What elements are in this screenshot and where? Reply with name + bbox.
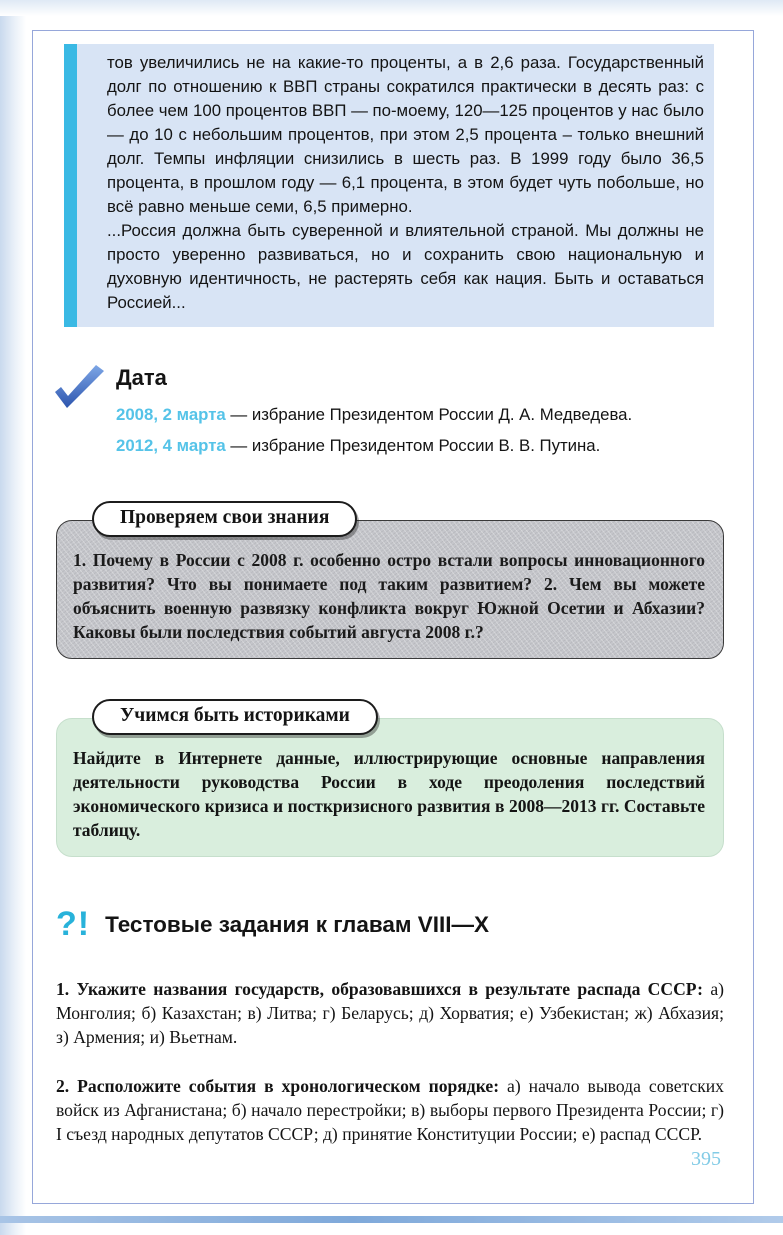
- question-stem: 2. Расположите события в хронологическом порядке:: [56, 1076, 500, 1096]
- test-section-title: Тестовые задания к главам VIII—X: [105, 912, 490, 937]
- date-entry: [116, 403, 724, 426]
- test-question: [56, 1074, 724, 1146]
- date-entry: [116, 434, 724, 457]
- historian-box: Найдите в Интернете данные, иллюстрирующие основные направления деятельности руководства России в ходе преодоления последствий экономического кризиса и посткризисного развития в 2008—2013 гг. Составьте таблицу.: [56, 718, 724, 857]
- question-stem: 1. Укажите названия государств, образовавшихся в результате распада СССР:: [56, 979, 704, 999]
- quote-accent-bar: [64, 44, 77, 327]
- test-question: [56, 977, 724, 1049]
- page-number: 395: [691, 1148, 721, 1170]
- quote-paragraph: тов увеличились не на какие-то проценты, а в 2,6 раза. Государственный долг по отношению к ВВП страны сократился практически в десять раз: с более чем 100 процентов ВВП — по-моему, 120—125 процентов у нас было — до 10 с небольшим процентов, при этом 2,5 процента – только внешний долг. Темпы инфляции снизились в шесть раз. В 1999 году было 36,5 процента, в прошлом году — 6,1 процента, в этом будет чуть побольше, но всё равно меньше семи, 6,5 примерно.: [107, 53, 704, 216]
- scan-top-edge: [0, 0, 783, 16]
- check-knowledge-section: [56, 501, 724, 659]
- page-content: [56, 44, 724, 1164]
- quote-block: [64, 44, 714, 327]
- question-options: а) Монголия; б) Казахстан; в) Литва; г) Беларусь; д) Хорватия; е) Узбекистан; ж) Абхазия; з) Армения; и) Вьетнам.: [56, 979, 724, 1047]
- check-knowledge-heading: Проверяем свои знания: [92, 501, 357, 537]
- question-exclamation-icon: ?!: [56, 905, 91, 943]
- date-section-title: Дата: [116, 365, 167, 390]
- question-options: а) начало вывода советских войск из Афганистана; б) начало перестройки; в) выборы первого Президента России; г) I съезд народных депутатов СССР; д) принятие Конституции России; е) распад СССР.: [56, 1076, 724, 1144]
- historian-heading: Учимся быть историками: [92, 699, 378, 735]
- date-section: [56, 365, 724, 457]
- check-knowledge-box: 1. Почему в России с 2008 г. особенно остро встали вопросы инновационного развития? Что вы понимаете под таким развитием? 2. Чем вы можете объяснить военную развязку конфликта вокруг Южной Осетии и Абхазии? Каковы были последствия событий августа 2008 г.?: [56, 520, 724, 659]
- test-section-heading: [56, 905, 724, 943]
- checkmark-icon: [52, 365, 106, 416]
- date-value: 2012, 4 марта: [116, 436, 226, 455]
- historian-section: [56, 699, 724, 857]
- date-entry-text: — избрание Президентом России Д. А. Медведева.: [225, 405, 633, 424]
- date-entry-text: — избрание Президентом России В. В. Путина.: [225, 436, 601, 455]
- date-value: 2008, 2 марта: [116, 405, 226, 424]
- quote-body: [77, 44, 714, 327]
- quote-paragraph: ...Россия должна быть суверенной и влиятельной страной. Мы должны не просто уверенно развиваться, но и сохранить свою национальную и духовную идентичность, не растерять себя как нация. Быть и оставаться Россией...: [107, 221, 704, 312]
- scan-left-edge: [0, 0, 26, 1235]
- scan-bottom-edge: [0, 1216, 783, 1223]
